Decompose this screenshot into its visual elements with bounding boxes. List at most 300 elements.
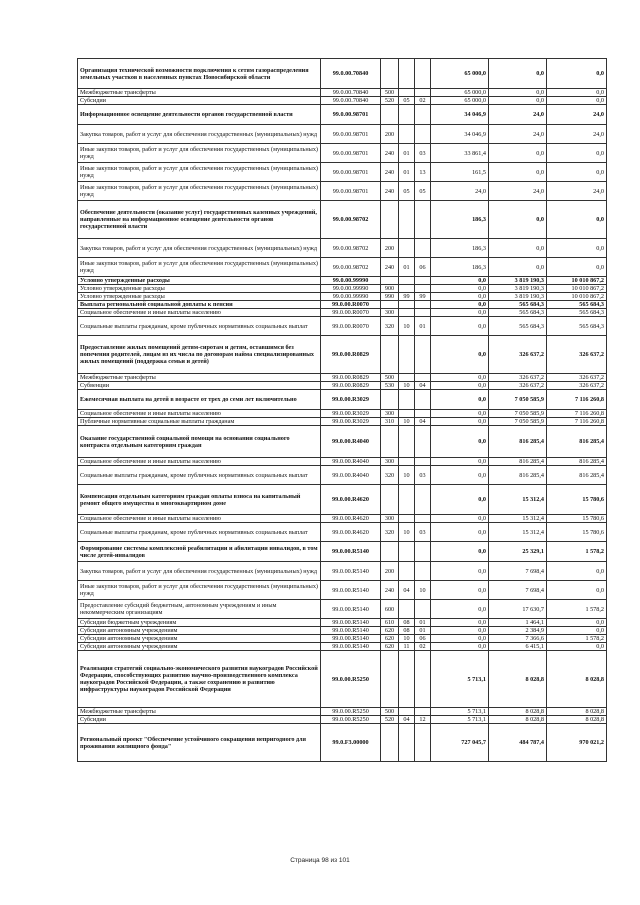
row-pr-cell: 04 [415,382,431,390]
row-amount-1-cell: 34 046,9 [431,105,489,125]
row-amount-1-cell: 0,0 [431,426,489,458]
row-rz-cell: 04 [399,581,415,600]
row-rz-cell [399,89,415,97]
row-vr-cell [381,651,399,708]
table-row [78,651,607,708]
row-name-cell: Условно утвержденные расходы [78,277,321,285]
row-amount-2-cell: 816 285,4 [489,426,547,458]
row-name-cell: Социальное обеспечение и иные выплаты населению [78,458,321,466]
row-code-cell: 99.0.00.R5140 [321,619,381,627]
row-pr-cell [415,515,431,523]
row-name-cell: Обеспечение деятельности (оказание услуг) государственных казенных учреждений, направленные на информационное освещение деятельности органов государственной власти [78,201,321,239]
row-amount-2-cell: 326 637,2 [489,382,547,390]
table-row [78,374,607,382]
table-row [78,562,607,581]
row-name-cell: Предоставление жилых помещений детям-сиротам и детям, оставшимся без попечения родителей, лицам из их числа по договорам найма специализированных жилых помещений (поддержка семьи и детей) [78,336,321,374]
row-amount-2-cell: 24,0 [489,125,547,144]
row-amount-1-cell: 0,0 [431,293,489,301]
row-amount-1-cell: 0,0 [431,627,489,635]
row-pr-cell: 05 [415,182,431,201]
row-amount-2-cell: 7 698,4 [489,581,547,600]
row-vr-cell: 300 [381,410,399,418]
row-amount-3-cell: 1 578,2 [547,600,607,619]
row-amount-1-cell: 0,0 [431,418,489,426]
row-amount-2-cell: 8 028,8 [489,651,547,708]
table-row [78,581,607,600]
row-name-cell: Субсидии автономным учреждениям [78,643,321,651]
row-code-cell: 99.0.00.70840 [321,59,381,89]
row-amount-2-cell: 816 285,4 [489,466,547,485]
row-vr-cell [381,59,399,89]
row-amount-2-cell: 6 415,1 [489,643,547,651]
row-code-cell: 99.0.00.R4040 [321,458,381,466]
row-code-cell: 99.0.00.R4620 [321,523,381,542]
row-code-cell: 99.0.00.R5140 [321,627,381,635]
row-pr-cell: 06 [415,635,431,643]
row-code-cell: 99.0.00.R3029 [321,390,381,410]
row-amount-3-cell: 326 637,2 [547,336,607,374]
row-rz-cell: 10 [399,418,415,426]
row-amount-2-cell: 1 464,1 [489,619,547,627]
row-amount-3-cell: 816 285,4 [547,466,607,485]
row-amount-3-cell: 0,0 [547,562,607,581]
row-amount-3-cell: 15 780,6 [547,523,607,542]
row-name-cell: Иные закупки товаров, работ и услуг для обеспечения государственных (муниципальных) нужд [78,581,321,600]
row-pr-cell: 03 [415,466,431,485]
row-rz-cell [399,309,415,317]
row-amount-1-cell: 0,0 [431,285,489,293]
row-rz-cell: 04 [399,716,415,724]
row-vr-cell: 310 [381,418,399,426]
row-name-cell: Компенсация отдельным категориям граждан оплаты взноса на капитальный ремонт общего имущества в многоквартирном доме [78,485,321,515]
row-amount-3-cell: 8 028,8 [547,651,607,708]
row-code-cell: 99.0.00.70840 [321,97,381,105]
row-code-cell: 99.0.00.98701 [321,144,381,163]
row-amount-1-cell: 5 713,1 [431,716,489,724]
table-row [78,515,607,523]
row-amount-3-cell: 0,0 [547,643,607,651]
row-rz-cell: 05 [399,97,415,105]
row-name-cell: Оказание государственной социальной помощи на основании социального контракта отдельным категориям граждан [78,426,321,458]
table-row [78,418,607,426]
row-amount-1-cell: 186,3 [431,258,489,277]
table-row [78,643,607,651]
row-code-cell: 99.0.00.R5140 [321,635,381,643]
row-amount-1-cell: 5 713,1 [431,651,489,708]
row-amount-2-cell: 0,0 [489,97,547,105]
row-amount-2-cell: 0,0 [489,201,547,239]
row-code-cell: 99.0.00.R0829 [321,336,381,374]
row-amount-3-cell: 0,0 [547,627,607,635]
row-vr-cell: 620 [381,643,399,651]
row-amount-2-cell: 7 050 585,9 [489,390,547,410]
row-amount-2-cell: 8 028,8 [489,708,547,716]
table-row [78,523,607,542]
row-amount-2-cell: 0,0 [489,163,547,182]
row-amount-1-cell: 186,3 [431,201,489,239]
row-pr-cell: 12 [415,716,431,724]
row-amount-2-cell: 326 637,2 [489,374,547,382]
row-rz-cell [399,390,415,410]
row-amount-1-cell: 65 000,0 [431,97,489,105]
row-code-cell: 99.0.00.R0829 [321,374,381,382]
row-code-cell: 99.0.00.98701 [321,105,381,125]
row-rz-cell [399,651,415,708]
table-row [78,144,607,163]
row-vr-cell [381,301,399,309]
row-amount-2-cell: 3 819 190,3 [489,293,547,301]
row-rz-cell: 10 [399,635,415,643]
row-pr-cell [415,426,431,458]
row-vr-cell: 200 [381,562,399,581]
row-amount-2-cell: 0,0 [489,144,547,163]
row-amount-2-cell: 15 312,4 [489,485,547,515]
table-row [78,239,607,258]
row-vr-cell: 240 [381,144,399,163]
row-pr-cell [415,301,431,309]
row-amount-3-cell: 0,0 [547,89,607,97]
row-amount-1-cell: 0,0 [431,317,489,336]
row-name-cell: Межбюджетные трансферты [78,374,321,382]
row-pr-cell [415,724,431,762]
row-pr-cell: 04 [415,418,431,426]
row-amount-1-cell: 0,0 [431,600,489,619]
row-pr-cell [415,542,431,562]
row-rz-cell: 10 [399,523,415,542]
row-amount-1-cell: 5 713,1 [431,708,489,716]
row-name-cell: Иные закупки товаров, работ и услуг для обеспечения государственных (муниципальных) нужд [78,182,321,201]
row-vr-cell [381,390,399,410]
row-code-cell: 99.0.00.R5140 [321,643,381,651]
row-vr-cell [381,201,399,239]
row-pr-cell: 10 [415,581,431,600]
row-vr-cell: 240 [381,182,399,201]
row-vr-cell: 990 [381,293,399,301]
row-pr-cell [415,410,431,418]
row-amount-1-cell: 0,0 [431,542,489,562]
row-vr-cell: 500 [381,89,399,97]
row-amount-3-cell: 24,0 [547,125,607,144]
row-amount-3-cell: 10 010 867,2 [547,277,607,285]
table-row [78,301,607,309]
table-row [78,458,607,466]
row-pr-cell [415,285,431,293]
row-code-cell: 99.0.00.R4040 [321,466,381,485]
row-amount-1-cell: 34 046,9 [431,125,489,144]
table-row [78,600,607,619]
row-code-cell: 99.0.00.98701 [321,182,381,201]
row-amount-2-cell: 7 698,4 [489,562,547,581]
row-rz-cell: 01 [399,163,415,182]
row-amount-1-cell: 0,0 [431,301,489,309]
row-pr-cell [415,239,431,258]
row-code-cell: 99.0.00.R0070 [321,317,381,336]
row-pr-cell: 01 [415,619,431,627]
row-amount-3-cell: 0,0 [547,163,607,182]
row-amount-1-cell: 0,0 [431,458,489,466]
row-amount-3-cell: 1 578,2 [547,635,607,643]
table-row [78,163,607,182]
row-pr-cell [415,390,431,410]
row-rz-cell [399,239,415,258]
row-amount-2-cell: 816 285,4 [489,458,547,466]
row-rz-cell: 10 [399,317,415,336]
table-row [78,619,607,627]
row-name-cell: Выплата региональной социальной доплаты к пенсии [78,301,321,309]
row-code-cell: 99.0.00.R4040 [321,426,381,458]
row-amount-1-cell: 24,0 [431,182,489,201]
row-code-cell: 99.0.00.R0829 [321,382,381,390]
row-amount-3-cell: 816 285,4 [547,458,607,466]
table-row [78,59,607,89]
row-vr-cell [381,724,399,762]
row-amount-2-cell: 565 684,3 [489,317,547,336]
row-code-cell: 99.0.00.R3029 [321,418,381,426]
row-name-cell: Закупка товаров, работ и услуг для обеспечения государственных (муниципальных) нужд [78,125,321,144]
row-code-cell: 99.0.00.R5250 [321,651,381,708]
row-code-cell: 99.0.00.98702 [321,258,381,277]
row-rz-cell [399,485,415,515]
row-amount-3-cell: 565 684,3 [547,301,607,309]
row-pr-cell [415,89,431,97]
row-amount-3-cell: 0,0 [547,144,607,163]
table-row [78,182,607,201]
row-name-cell: Социальное обеспечение и иные выплаты населению [78,515,321,523]
row-code-cell: 99.0.00.R5140 [321,562,381,581]
row-amount-2-cell: 7 050 585,9 [489,410,547,418]
row-amount-2-cell: 0,0 [489,239,547,258]
table-row [78,542,607,562]
table-row [78,635,607,643]
row-name-cell: Социальное обеспечение и иные выплаты населению [78,309,321,317]
row-pr-cell [415,336,431,374]
row-vr-cell: 610 [381,619,399,627]
row-rz-cell: 01 [399,258,415,277]
row-amount-2-cell: 565 684,3 [489,309,547,317]
row-rz-cell [399,285,415,293]
row-vr-cell [381,105,399,125]
row-pr-cell [415,105,431,125]
row-vr-cell: 600 [381,600,399,619]
row-rz-cell [399,105,415,125]
row-name-cell: Субсидии автономным учреждениям [78,627,321,635]
row-rz-cell [399,301,415,309]
row-rz-cell: 99 [399,293,415,301]
row-amount-1-cell: 0,0 [431,466,489,485]
row-code-cell: 99.0.00.R5250 [321,716,381,724]
row-pr-cell: 02 [415,643,431,651]
row-code-cell: 99.0.00.R5140 [321,581,381,600]
row-amount-1-cell: 0,0 [431,581,489,600]
row-pr-cell [415,309,431,317]
row-name-cell: Реализация стратегий социально-экономического развития наукоградов Российской Федерации, способствующих развитию научно-производственного комплекса наукоградов Российской Федерации, а также сохранению и развитию инфраструктуры наукоградов Российской Федерации [78,651,321,708]
row-pr-cell: 01 [415,627,431,635]
row-name-cell: Социальные выплаты гражданам, кроме публичных нормативных социальных выплат [78,523,321,542]
row-pr-cell [415,59,431,89]
row-pr-cell [415,651,431,708]
row-name-cell: Межбюджетные трансферты [78,89,321,97]
row-rz-cell: 10 [399,382,415,390]
row-code-cell: 99.0.00.R4620 [321,515,381,523]
table-row [78,724,607,762]
table-row [78,277,607,285]
row-name-cell: Условно утвержденные расходы [78,293,321,301]
row-amount-3-cell: 8 028,8 [547,716,607,724]
row-name-cell: Иные закупки товаров, работ и услуг для обеспечения государственных (муниципальных) нужд [78,258,321,277]
row-pr-cell: 13 [415,163,431,182]
row-pr-cell: 03 [415,523,431,542]
row-pr-cell: 02 [415,97,431,105]
row-code-cell: 99.0.00.99990 [321,285,381,293]
row-amount-3-cell: 326 637,2 [547,382,607,390]
table-row [78,426,607,458]
row-code-cell: 99.0.00.R5250 [321,708,381,716]
row-amount-3-cell: 970 021,2 [547,724,607,762]
row-rz-cell [399,724,415,762]
table-row [78,410,607,418]
row-amount-2-cell: 7 050 585,9 [489,418,547,426]
budget-table-body [78,59,607,762]
row-rz-cell: 01 [399,144,415,163]
row-amount-2-cell: 8 028,8 [489,716,547,724]
row-name-cell: Региональный проект "Обеспечение устойчивого сокращения непригодного для проживания жилищного фонда" [78,724,321,762]
row-pr-cell [415,201,431,239]
row-rz-cell [399,600,415,619]
row-name-cell: Закупка товаров, работ и услуг для обеспечения государственных (муниципальных) нужд [78,239,321,258]
row-amount-3-cell: 565 684,3 [547,309,607,317]
row-vr-cell: 200 [381,125,399,144]
row-amount-1-cell: 161,5 [431,163,489,182]
row-amount-1-cell: 0,0 [431,643,489,651]
row-code-cell: 99.0.00.R4620 [321,485,381,515]
row-rz-cell [399,125,415,144]
row-amount-3-cell: 7 116 260,8 [547,418,607,426]
row-pr-cell [415,485,431,515]
row-pr-cell: 01 [415,317,431,336]
row-vr-cell [381,485,399,515]
row-code-cell: 99.0.00.R5140 [321,600,381,619]
row-amount-2-cell: 15 312,4 [489,523,547,542]
row-name-cell: Предоставление субсидий бюджетным, автономным учреждениям и иным некоммерческим организациям [78,600,321,619]
row-code-cell: 99.0.00.99990 [321,277,381,285]
row-vr-cell [381,277,399,285]
row-vr-cell: 530 [381,382,399,390]
row-name-cell: Межбюджетные трансферты [78,708,321,716]
row-amount-3-cell: 816 285,4 [547,426,607,458]
table-row [78,97,607,105]
row-amount-3-cell: 0,0 [547,97,607,105]
row-amount-1-cell: 0,0 [431,410,489,418]
row-amount-1-cell: 0,0 [431,485,489,515]
row-vr-cell: 300 [381,458,399,466]
row-amount-1-cell: 0,0 [431,382,489,390]
row-vr-cell: 300 [381,309,399,317]
row-rz-cell: 05 [399,182,415,201]
row-amount-2-cell: 2 384,9 [489,627,547,635]
row-name-cell: Закупка товаров, работ и услуг для обеспечения государственных (муниципальных) нужд [78,562,321,581]
row-vr-cell: 240 [381,258,399,277]
row-code-cell: 99.0.00.98701 [321,125,381,144]
row-code-cell: 99.0.00.99990 [321,293,381,301]
row-amount-3-cell: 10 010 867,2 [547,293,607,301]
row-amount-2-cell: 484 787,4 [489,724,547,762]
row-vr-cell: 520 [381,716,399,724]
row-name-cell: Иные закупки товаров, работ и услуг для обеспечения государственных (муниципальных) нужд [78,163,321,182]
row-amount-3-cell: 0,0 [547,258,607,277]
row-amount-2-cell: 25 329,1 [489,542,547,562]
row-vr-cell: 240 [381,581,399,600]
row-name-cell: Формирование системы комплексной реабилитации и абилитации инвалидов, в том числе детей-инвалидов [78,542,321,562]
table-row [78,382,607,390]
row-code-cell: 99.0.00.70840 [321,89,381,97]
row-pr-cell [415,600,431,619]
row-amount-3-cell: 565 684,3 [547,317,607,336]
table-row [78,336,607,374]
row-amount-1-cell: 727 045,7 [431,724,489,762]
row-amount-2-cell: 7 366,6 [489,635,547,643]
row-rz-cell: 08 [399,627,415,635]
row-name-cell: Социальные выплаты гражданам, кроме публичных нормативных социальных выплат [78,317,321,336]
row-vr-cell [381,336,399,374]
table-row [78,627,607,635]
row-name-cell: Социальные выплаты гражданам, кроме публичных нормативных социальных выплат [78,466,321,485]
table-row [78,716,607,724]
row-amount-3-cell: 0,0 [547,239,607,258]
row-name-cell: Субвенции [78,382,321,390]
row-pr-cell [415,277,431,285]
row-vr-cell: 300 [381,515,399,523]
row-rz-cell [399,201,415,239]
row-code-cell: 99.0.00.R5140 [321,542,381,562]
row-amount-1-cell: 0,0 [431,390,489,410]
row-name-cell: Информационное освещение деятельности органов государственной власти [78,105,321,125]
row-rz-cell [399,458,415,466]
row-vr-cell: 240 [381,163,399,182]
row-name-cell: Публичные нормативные социальные выплаты гражданам [78,418,321,426]
table-row [78,708,607,716]
row-amount-3-cell: 0,0 [547,201,607,239]
row-amount-2-cell: 17 630,7 [489,600,547,619]
row-amount-1-cell: 0,0 [431,336,489,374]
row-vr-cell: 620 [381,635,399,643]
table-row [78,485,607,515]
row-amount-3-cell: 0,0 [547,59,607,89]
row-rz-cell [399,426,415,458]
row-pr-cell: 99 [415,293,431,301]
row-amount-1-cell: 65 000,0 [431,89,489,97]
row-amount-1-cell: 186,3 [431,239,489,258]
budget-table [77,58,607,762]
row-code-cell: 99.0.00.R3029 [321,410,381,418]
row-pr-cell [415,374,431,382]
row-rz-cell: 10 [399,466,415,485]
row-amount-1-cell: 0,0 [431,277,489,285]
row-amount-1-cell: 0,0 [431,562,489,581]
row-vr-cell: 500 [381,374,399,382]
row-amount-2-cell: 0,0 [489,59,547,89]
row-code-cell: 99.0.00.98702 [321,239,381,258]
row-name-cell: Социальное обеспечение и иные выплаты населению [78,410,321,418]
row-amount-3-cell: 7 116 260,8 [547,390,607,410]
row-amount-2-cell: 24,0 [489,105,547,125]
row-rz-cell [399,562,415,581]
row-pr-cell [415,708,431,716]
row-name-cell: Ежемесячная выплата на детей в возрасте от трех до семи лет включительно [78,390,321,410]
row-vr-cell: 620 [381,627,399,635]
row-rz-cell [399,59,415,89]
row-amount-2-cell: 565 684,3 [489,301,547,309]
row-amount-1-cell: 0,0 [431,523,489,542]
